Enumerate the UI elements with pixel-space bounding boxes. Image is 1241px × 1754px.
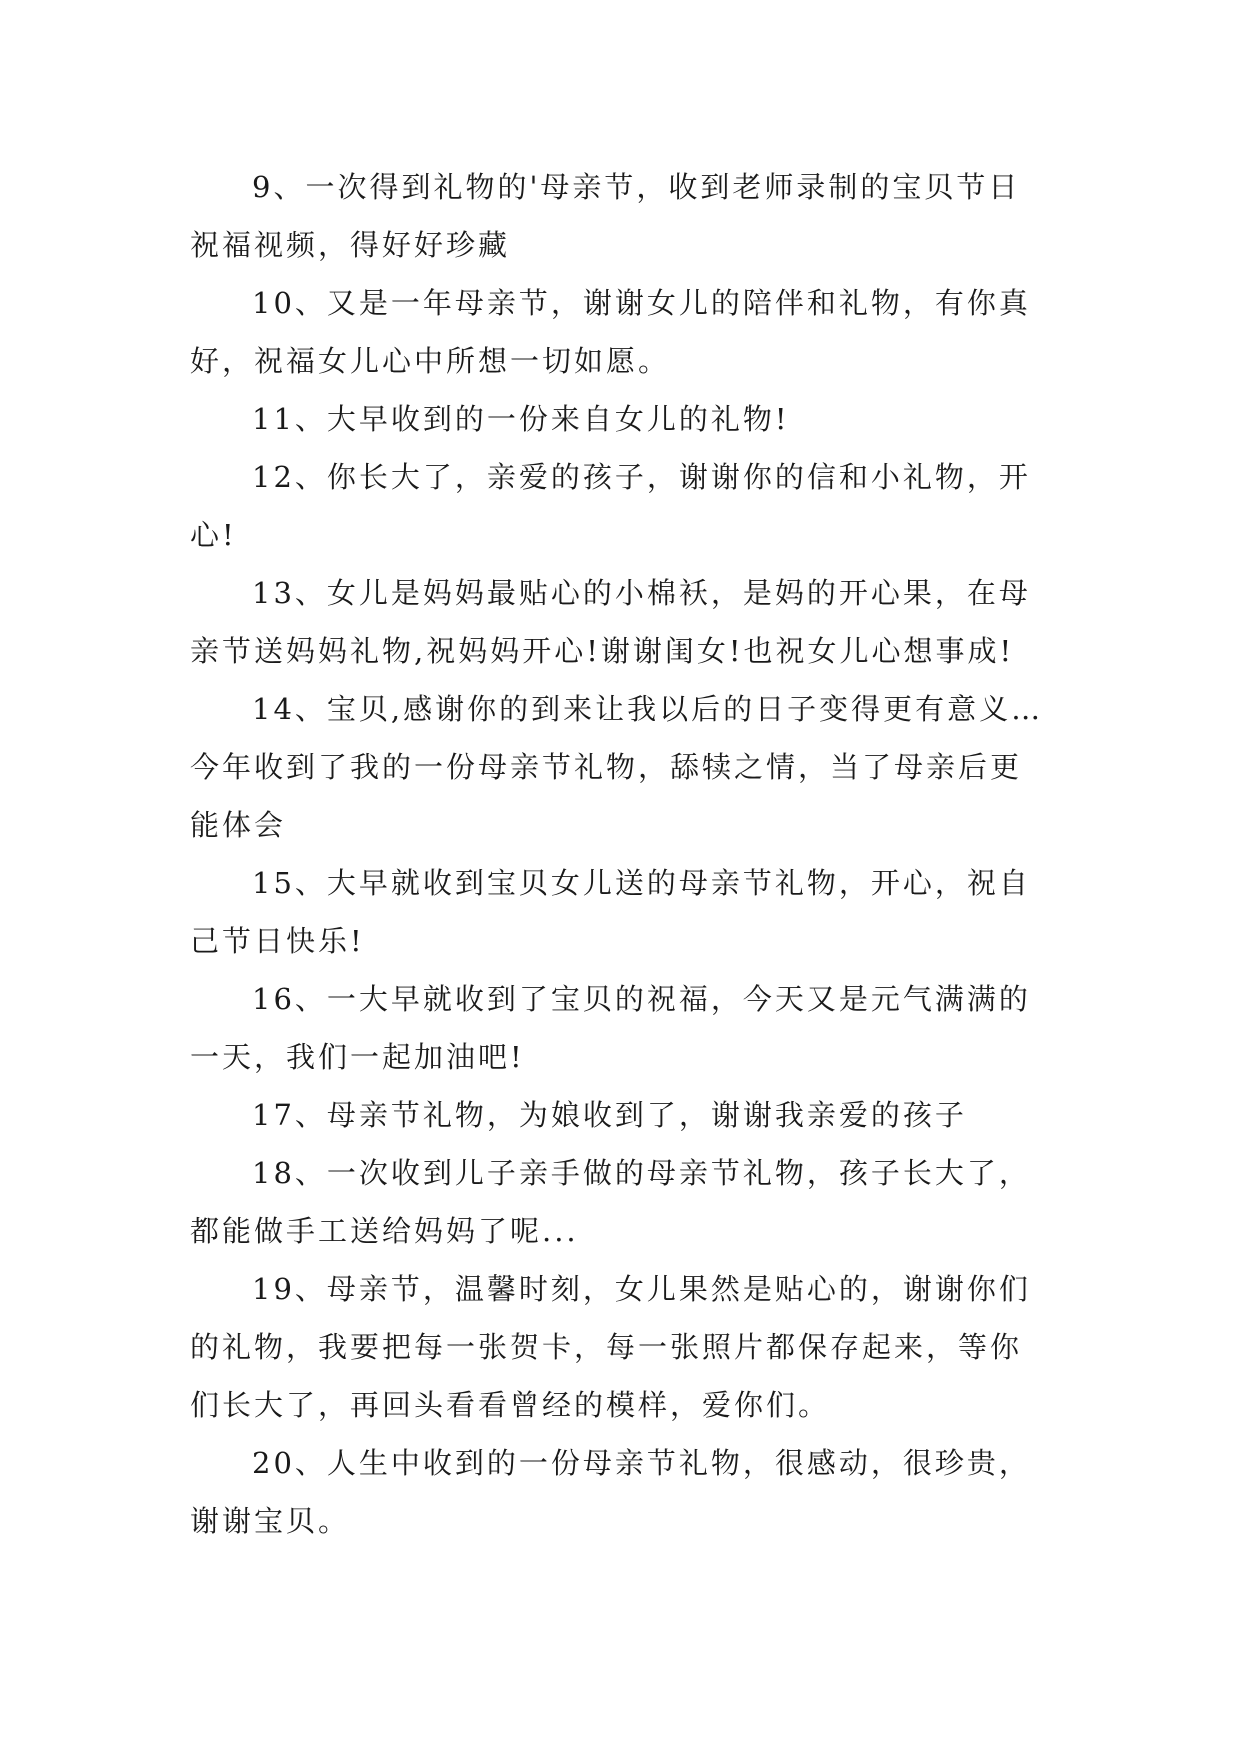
paragraph-19: 19、母亲节，温馨时刻，女儿果然是贴心的，谢谢你们的礼物，我要把每一张贺卡，每一张照片都保存起来，等你们长大了，再回头看看曾经的模样，爱你们。 [190, 1272, 1031, 1422]
paragraph-11: 11、大早收到的一份来自女儿的礼物! [252, 402, 790, 436]
paragraph-9: 9、一次得到礼物的'母亲节，收到老师录制的宝贝节日祝福视频，得好好珍藏 [190, 170, 1021, 262]
paragraph-12: 12、你长大了，亲爱的孩子，谢谢你的信和小礼物，开心! [190, 460, 1031, 552]
paragraph-13: 13、女儿是妈妈最贴心的小棉袄，是妈的开心果，在母亲节送妈妈礼物,祝妈妈开心!谢谢闺女!也祝女儿心想事成! [190, 576, 1031, 668]
paragraph-18: 18、一次收到儿子亲手做的母亲节礼物，孩子长大了，都能做手工送给妈妈了呢... [190, 1156, 1031, 1248]
paragraph-15: 15、大早就收到宝贝女儿送的母亲节礼物，开心，祝自己节日快乐! [190, 866, 1031, 958]
paragraph-17: 17、母亲节礼物，为娘收到了，谢谢我亲爱的孩子 [252, 1098, 967, 1132]
paragraph-16: 16、一大早就收到了宝贝的祝福，今天又是元气满满的一天，我们一起加油吧! [190, 982, 1031, 1074]
paragraph-10: 10、又是一年母亲节，谢谢女儿的陪伴和礼物，有你真好，祝福女儿心中所想一切如愿。 [190, 286, 1031, 378]
document-body [190, 158, 1050, 1550]
paragraph-20: 20、人生中收到的一份母亲节礼物，很感动，很珍贵，谢谢宝贝。 [190, 1446, 1031, 1538]
paragraph-14: 14、宝贝,感谢你的到来让我以后的日子变得更有意义…今年收到了我的一份母亲节礼物，舔犊之情，当了母亲后更能体会 [190, 692, 1044, 842]
